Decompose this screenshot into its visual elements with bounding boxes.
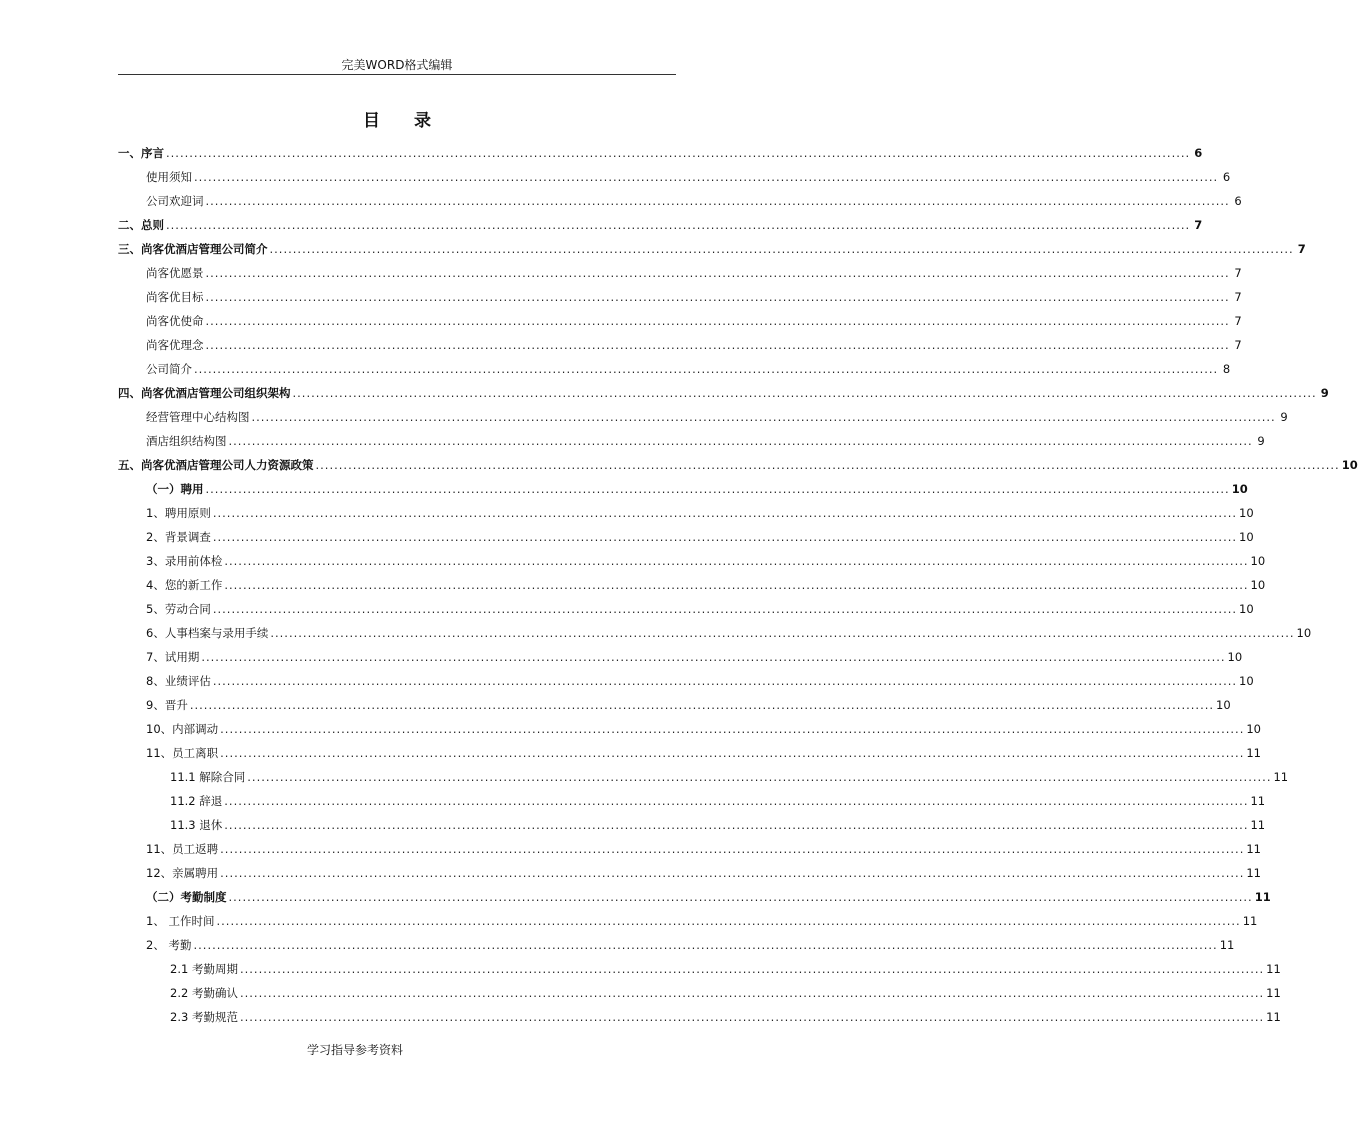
- toc-leader-dots: ............................................................................................................................................................................................................................: [201, 650, 1226, 664]
- toc-entry-page: 10: [1341, 458, 1358, 472]
- toc-entry-page: 9: [1280, 410, 1288, 424]
- toc-leader-dots: ............................................................................................................................................................................................................................: [315, 458, 1340, 472]
- toc-entry-page: 9: [1320, 386, 1329, 400]
- toc-entry-page: 10: [1250, 578, 1266, 592]
- toc-entry-page: 7: [1234, 338, 1242, 352]
- toc-entry[interactable]: [118, 573, 1266, 597]
- toc-entry-page: 9: [1257, 434, 1265, 448]
- toc-leader-dots: ............................................................................................................................................................................................................................: [216, 914, 1241, 928]
- toc-entry-title: 尚客优使命: [146, 314, 204, 328]
- toc-leader-dots: ............................................................................................................................................................................................................................: [251, 410, 1276, 424]
- toc-entry-title: 1、聘用原则: [146, 506, 211, 520]
- toc-entry-title: 2、 考勤: [146, 938, 192, 952]
- toc-leader-dots: ............................................................................................................................................................................................................................: [270, 626, 1295, 640]
- toc-leader-dots: ............................................................................................................................................................................................................................: [212, 530, 1238, 544]
- table-of-contents: [118, 141, 1358, 1029]
- toc-title: 目 录: [363, 111, 445, 131]
- toc-entry-title: 五、尚客优酒店管理公司人力资源政策: [118, 458, 314, 472]
- toc-leader-dots: ............................................................................................................................................................................................................................: [220, 866, 1245, 880]
- toc-entry-page: 10: [1216, 698, 1231, 712]
- toc-entry-page: 7: [1234, 314, 1242, 328]
- toc-leader-dots: ............................................................................................................................................................................................................................: [205, 266, 1230, 280]
- toc-entry[interactable]: [118, 597, 1254, 621]
- toc-entry[interactable]: [118, 765, 1289, 789]
- toc-entry-title: 尚客优目标: [146, 290, 204, 304]
- toc-leader-dots: ............................................................................................................................................................................................................................: [205, 194, 1230, 208]
- toc-entry[interactable]: [118, 981, 1281, 1005]
- toc-entry-page: 11: [1273, 770, 1289, 784]
- toc-entry[interactable]: [118, 357, 1231, 381]
- toc-entry-page: 11: [1266, 962, 1281, 976]
- toc-leader-dots: ............................................................................................................................................................................................................................: [220, 722, 1245, 736]
- toc-entry[interactable]: [118, 477, 1248, 501]
- toc-leader-dots: ............................................................................................................................................................................................................................: [220, 842, 1245, 856]
- toc-entry-title: 10、内部调动: [146, 722, 219, 736]
- toc-entry[interactable]: [118, 693, 1231, 717]
- toc-leader-dots: ............................................................................................................................................................................................................................: [269, 242, 1294, 256]
- toc-entry-page: 7: [1234, 266, 1242, 280]
- toc-entry-title: （一）聘用: [146, 482, 204, 496]
- toc-leader-dots: ............................................................................................................................................................................................................................: [205, 314, 1230, 328]
- page-header: 完美WORD格式编辑: [341, 58, 453, 72]
- toc-leader-dots: ............................................................................................................................................................................................................................: [212, 674, 1238, 688]
- toc-entry[interactable]: [118, 741, 1261, 765]
- toc-entry[interactable]: [118, 789, 1266, 813]
- toc-entry-title: 3、录用前体检: [146, 554, 223, 568]
- toc-leader-dots: ............................................................................................................................................................................................................................: [205, 338, 1230, 352]
- toc-leader-dots: ............................................................................................................................................................................................................................: [205, 482, 1230, 496]
- toc-entry-page: 11: [1266, 1010, 1281, 1024]
- toc-leader-dots: ............................................................................................................................................................................................................................: [212, 506, 1238, 520]
- toc-leader-dots: ............................................................................................................................................................................................................................: [224, 578, 1249, 592]
- toc-entry-title: 2.2 考勤确认: [170, 986, 238, 1000]
- toc-entry-page: 11: [1246, 746, 1261, 760]
- toc-entry-title: 2.1 考勤周期: [170, 962, 238, 976]
- toc-entry[interactable]: [118, 333, 1242, 357]
- toc-entry[interactable]: [118, 429, 1265, 453]
- toc-entry-page: 10: [1239, 530, 1254, 544]
- toc-entry-page: 10: [1246, 722, 1261, 736]
- toc-entry-title: 11、员工离职: [146, 746, 219, 760]
- toc-entry-title: （二）考勤制度: [146, 890, 227, 904]
- toc-entry-page: 10: [1296, 626, 1312, 640]
- toc-entry-page: 8: [1222, 362, 1231, 376]
- toc-entry[interactable]: [118, 405, 1288, 429]
- toc-entry-page: 7: [1297, 242, 1306, 256]
- toc-entry[interactable]: [118, 933, 1235, 957]
- toc-entry-page: 11: [1246, 842, 1261, 856]
- toc-entry-page: 10: [1227, 650, 1243, 664]
- toc-entry[interactable]: [118, 669, 1254, 693]
- toc-leader-dots: ............................................................................................................................................................................................................................: [166, 218, 1191, 232]
- toc-entry-title: 7、试用期: [146, 650, 200, 664]
- toc-entry[interactable]: [118, 525, 1254, 549]
- toc-entry-page: 10: [1239, 506, 1254, 520]
- toc-entry-title: 公司欢迎词: [146, 194, 204, 208]
- toc-entry-title: 12、亲属聘用: [146, 866, 219, 880]
- toc-entry[interactable]: [118, 621, 1312, 645]
- toc-leader-dots: ............................................................................................................................................................................................................................: [239, 986, 1265, 1000]
- toc-leader-dots: ............................................................................................................................................................................................................................: [228, 890, 1253, 904]
- toc-entry[interactable]: [118, 1005, 1281, 1029]
- toc-entry[interactable]: [118, 309, 1242, 333]
- toc-entry-title: 11.3 退休: [170, 818, 223, 832]
- toc-leader-dots: ............................................................................................................................................................................................................................: [292, 386, 1317, 400]
- toc-entry-page: 11: [1242, 914, 1258, 928]
- toc-entry[interactable]: [118, 885, 1271, 909]
- toc-entry-page: 7: [1194, 218, 1203, 232]
- toc-entry-title: 2.3 考勤规范: [170, 1010, 238, 1024]
- toc-leader-dots: ............................................................................................................................................................................................................................: [239, 1010, 1265, 1024]
- toc-entry-title: 1、 工作时间: [146, 914, 215, 928]
- toc-entry[interactable]: [118, 141, 1203, 165]
- toc-entry-title: 9、晋升: [146, 698, 188, 712]
- toc-entry-title: 尚客优理念: [146, 338, 204, 352]
- toc-leader-dots: ............................................................................................................................................................................................................................: [228, 434, 1253, 448]
- toc-entry-title: 4、您的新工作: [146, 578, 223, 592]
- toc-leader-dots: ............................................................................................................................................................................................................................: [194, 362, 1219, 376]
- toc-entry[interactable]: [118, 501, 1254, 525]
- toc-entry-title: 2、背景调查: [146, 530, 211, 544]
- toc-entry-page: 10: [1239, 674, 1254, 688]
- toc-entry[interactable]: [118, 861, 1261, 885]
- toc-entry[interactable]: [118, 957, 1281, 981]
- toc-entry[interactable]: [118, 189, 1242, 213]
- toc-leader-dots: ............................................................................................................................................................................................................................: [212, 602, 1238, 616]
- toc-entry-title: 三、尚客优酒店管理公司简介: [118, 242, 268, 256]
- toc-entry[interactable]: [118, 453, 1358, 477]
- toc-entry-page: 11: [1246, 866, 1261, 880]
- toc-leader-dots: ............................................................................................................................................................................................................................: [193, 938, 1218, 952]
- toc-leader-dots: ............................................................................................................................................................................................................................: [247, 770, 1272, 784]
- toc-entry-page: 11: [1254, 890, 1271, 904]
- toc-entry[interactable]: [118, 645, 1243, 669]
- toc-entry-page: 11: [1219, 938, 1235, 952]
- toc-leader-dots: ............................................................................................................................................................................................................................: [224, 794, 1249, 808]
- toc-entry-page: 11: [1266, 986, 1281, 1000]
- toc-entry[interactable]: [118, 381, 1329, 405]
- toc-entry-title: 二、总则: [118, 218, 164, 232]
- toc-entry-page: 10: [1250, 554, 1266, 568]
- toc-entry-title: 公司简介: [146, 362, 192, 376]
- toc-entry-title: 一、序言: [118, 146, 164, 160]
- toc-entry[interactable]: [118, 237, 1306, 261]
- toc-entry[interactable]: [118, 813, 1266, 837]
- toc-leader-dots: ............................................................................................................................................................................................................................: [205, 290, 1230, 304]
- toc-entry-page: 10: [1231, 482, 1248, 496]
- toc-entry-title: 四、尚客优酒店管理公司组织架构: [118, 386, 291, 400]
- toc-leader-dots: ............................................................................................................................................................................................................................: [189, 698, 1215, 712]
- toc-entry-page: 7: [1234, 290, 1242, 304]
- toc-leader-dots: ............................................................................................................................................................................................................................: [224, 818, 1249, 832]
- toc-entry[interactable]: [118, 285, 1242, 309]
- toc-entry-title: 酒店组织结构图: [146, 434, 227, 448]
- toc-entry-page: 11: [1250, 818, 1266, 832]
- header-divider: [118, 74, 676, 75]
- toc-entry-title: 6、人事档案与录用手续: [146, 626, 269, 640]
- toc-entry[interactable]: [118, 909, 1258, 933]
- page-footer: 学习指导参考资料: [306, 1043, 403, 1057]
- toc-entry-page: 11: [1250, 794, 1266, 808]
- toc-entry-title: 使用须知: [146, 170, 192, 184]
- toc-entry-title: 8、业绩评估: [146, 674, 211, 688]
- toc-entry-page: 10: [1239, 602, 1254, 616]
- toc-entry-page: 6: [1194, 146, 1203, 160]
- toc-entry[interactable]: [118, 213, 1203, 237]
- toc-entry-title: 11、员工返聘: [146, 842, 219, 856]
- toc-entry[interactable]: [118, 165, 1231, 189]
- toc-entry[interactable]: [118, 549, 1266, 573]
- toc-entry[interactable]: [118, 717, 1261, 741]
- toc-leader-dots: ............................................................................................................................................................................................................................: [194, 170, 1219, 184]
- toc-entry[interactable]: [118, 837, 1261, 861]
- toc-entry[interactable]: [118, 261, 1242, 285]
- toc-entry-title: 尚客优愿景: [146, 266, 204, 280]
- toc-leader-dots: ............................................................................................................................................................................................................................: [166, 146, 1191, 160]
- toc-entry-title: 经营管理中心结构图: [146, 410, 250, 424]
- toc-leader-dots: ............................................................................................................................................................................................................................: [239, 962, 1265, 976]
- toc-entry-page: 6: [1234, 194, 1242, 208]
- toc-leader-dots: ............................................................................................................................................................................................................................: [224, 554, 1249, 568]
- toc-entry-page: 6: [1222, 170, 1231, 184]
- toc-leader-dots: ............................................................................................................................................................................................................................: [220, 746, 1245, 760]
- toc-entry-title: 5、劳动合同: [146, 602, 211, 616]
- toc-entry-title: 11.1 解除合同: [170, 770, 246, 784]
- toc-entry-title: 11.2 辞退: [170, 794, 223, 808]
